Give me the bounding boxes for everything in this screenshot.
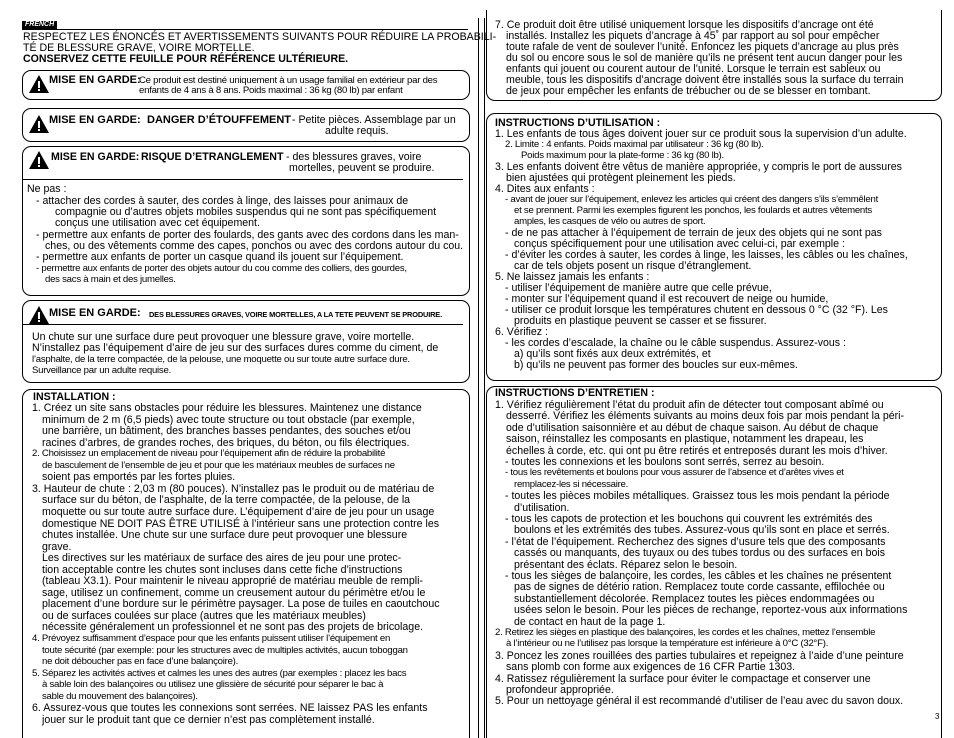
installation-line: sable du mouvement des balançoires). — [42, 690, 198, 702]
installation-line: 3. Hauteur de chute : 2,03 m (80 pouces). N’installez pas le produit ou de matériau de — [32, 482, 435, 495]
warning3-body-4: - permettre aux enfants de porter des foulards, des gants avec des cordons dans les man- — [36, 229, 459, 241]
warning-icon — [29, 151, 49, 174]
warning-box-4 — [22, 300, 470, 383]
warning3-body-2: compagnie ou d’autres objets mobiles suspendus qui ne sont pas spécifiquement — [55, 206, 437, 218]
warning4-body-1: N’installez pas l’équipement d’aire de jeu sur des surfaces dures comme du ciment, de — [32, 342, 439, 354]
warning-title-2: DANGER D’ÉTOUFFEMENT — [147, 114, 292, 126]
maintenance-line: 3. Poncez les zones rouillées des parties tubulaires et repeignez à l’aide d’une peinture — [495, 649, 904, 662]
maintenance-line: remplacez-les si nécessaire. — [514, 478, 629, 490]
warning-title-4: DES BLESSURES GRAVES, VOIRE MORTELLES, A LA TETE PEUVENT SE PRODUIRE. — [149, 310, 442, 319]
installation-line: ou de surfaces coulées sur place (autres que les matériaux meubles) — [42, 609, 366, 622]
installation-line: de basculement de l’ensemble de jeu et pour que les matériaux meubles de surfaces ne — [42, 459, 395, 471]
page-number: 3 — [935, 712, 940, 721]
warning3-body-3: conçus une utilisation avec cet équipement. — [55, 217, 260, 229]
maintenance-line: substantiellement décolorée. Remplacez toutes les pièces endommagées ou — [514, 592, 875, 605]
warning-label-1: MISE EN GARDE: — [49, 74, 141, 86]
maintenance-line: 4. Ratissez régulièrement la surface pour éviter le compactage et conserver une — [495, 672, 871, 685]
warning-rule-4 — [23, 324, 463, 325]
maintenance-line: profondeur appropriée. — [506, 684, 614, 696]
usage-line: 2. Limite : 4 enfants. Poids maximal par utilisateur : 36 kg (80 lb). — [505, 139, 764, 150]
warning3-body-0: Ne pas : — [27, 183, 67, 195]
warning-label-3: MISE EN GARDE: — [51, 151, 140, 163]
warning-text-2a: - Petite pièces. Assemblage par un — [292, 114, 456, 126]
installation-line: moquette ou sur toute autre surface dure. L’équipement d’aire de jeu pour un usage — [42, 505, 435, 518]
usage-line: amples, les casques de vélo ou autres de sport. — [514, 216, 706, 227]
usage-line: b) qu’ils ne peuvent pas former des boucles sur eux-mêmes. — [514, 359, 798, 371]
maintenance-line: - tous les sièges de balançoire, les cordes, les câbles et les chaînes ne présentent — [505, 570, 892, 582]
maintenance-line: cassés ou manquants, des tuyaux ou des tubes tordus ou des surfaces en bois — [514, 547, 886, 560]
intro-line-1: RESPECTEZ LES ÉNONCÉS ET AVERTISSEMENTS SUIVANTS POUR RÉDUIRE LA PROBABILI- — [23, 31, 497, 43]
maintenance-line: à l’intérieur ou ne l’utilisez pas lorsque la température est inférieure à 0°C (32°F). — [506, 638, 829, 650]
installation-line: nécessite généralement un professionnel et ne sont pas des projets de bricolage. — [42, 621, 424, 634]
warning-title-3: RISQUE D’ETRANGLEMENT — [141, 151, 284, 163]
installation-line: jouer sur le produit tant que ce dernier n’est pas complètement installé. — [42, 713, 375, 726]
installation-line: placement d’une bordure sur le périmètre paysager. La pose de tuiles en caoutchouc — [42, 598, 440, 611]
installation-line: (tableau X3.1). Pour maintenir le niveau approprié de matériau meuble de rempli- — [42, 575, 423, 588]
warning3-body-1: - attacher des cordes à sauter, des cordes à linge, des laisses pour animaux de — [36, 195, 409, 207]
maintenance-line: usées selon le besoin. Pour les pièces de rechange, reportez-vous aux informations — [514, 604, 908, 617]
warning3-body-7: - permettre aux enfants de porter des objets autour du cou comme des colliers, des gourdes, — [36, 263, 407, 274]
usage-line: - de ne pas attacher à l’équipement de terrain de jeux des objets qui ne sont pas — [505, 227, 882, 239]
maintenance-line: de contact en haut de la page 1. — [514, 615, 666, 628]
maintenance-line: présentant des éclats. Réparez selon le besoin. — [514, 558, 738, 571]
usage-line: 3. Les enfants doivent être vêtus de manière appropriée, y compris le port de aussures — [495, 161, 902, 173]
usage-line: produits en plastique peuvent se casser et se fissurer. — [514, 315, 767, 327]
maintenance-line: - toutes les pièces mobiles métalliques. Graissez tous les mois pendant la période — [505, 490, 890, 503]
usage-line: a) qu’ils sont fixés aux deux extrémités, et — [514, 348, 711, 360]
installation-line: chutes installée. Une chute sur une surface dure peut provoquer une blessure — [42, 529, 408, 542]
item7-line: toute rafale de vent de soulever l’unité. Enfoncez les piquets d’ancrage au plus près — [506, 41, 899, 53]
column-divider-2 — [484, 18, 485, 738]
maintenance-line: 2. Retirez les sièges en plastique des balançoires, les cordes et les chaînes, mettez l’ensemble — [495, 627, 876, 638]
usage-line: conçus spécifiquement pour une utilisation avec celui-ci, par exemple : — [514, 238, 845, 250]
maintenance-line: pas de signes de détério ration. Remplacez toute corde cassante, effilochée ou — [514, 581, 885, 594]
warning-text-3b: mortelles, peuvent se produire. — [289, 162, 435, 174]
warning-label-4: MISE EN GARDE: — [49, 307, 141, 319]
warning-text-1a: Ce produit est destiné uniquement à un usage familial en extérieur par des — [139, 75, 438, 86]
installation-heading: INSTALLATION : — [33, 391, 116, 403]
maintenance-line: 5. Pour un nettoyage général il est recommandé d’utiliser de l’eau avec du savon doux. — [495, 695, 904, 708]
installation-line: domestique NE DOIT PAS ÊTRE UTILISÉ à l’intérieur sans une protection contre les — [42, 517, 440, 530]
maintenance-line: - tous les capots de protection et les bouchons qui couvrent les extrémités des — [505, 513, 873, 525]
warning-icon — [29, 306, 49, 329]
installation-line: 2. Choisissez un emplacement de niveau pour l’équipement afin de réduire la probabilité — [32, 448, 386, 460]
usage-line: - avant de jouer sur l’équipement, enlevez les articles qui créent des dangers s’ils s’emmêlent — [505, 194, 878, 205]
maintenance-line: échelles à corde, etc. qui ont pu être retirés et entreposés durant les mois d’hiver. — [506, 444, 888, 457]
maintenance-line: sans plomb con forme aux exigences de 16 CFR Partie 1303. — [506, 661, 796, 674]
installation-line: 5. Séparez les activités actives et calmes les unes des autres (par exemples : placez les bacs — [32, 667, 407, 679]
usage-line: 4. Dites aux enfants : — [495, 183, 595, 195]
installation-line: 1. Créez un site sans obstacles pour réduire les blessures. Maintenez une distance — [32, 402, 422, 414]
installation-line: 6. Assurez-vous que toutes les connexions sont serrées. NE laissez PAS les enfants — [32, 702, 428, 715]
installation-line: surface sur du béton, de l’asphalte, de la terre compactée, de la pelouse, de la — [42, 494, 411, 507]
maintenance-line: d’utilisation. — [514, 501, 570, 514]
usage-line: - utiliser ce produit lorsque les températures chutent en dessous 0 °C (32 °F). Les — [505, 304, 888, 316]
intro-line-2: TÉ DE BLESSURE GRAVE, VOIRE MORTELLE. — [23, 42, 255, 54]
installation-line: soient pas emportés par les fortes pluies. — [42, 471, 236, 484]
usage-line: - monter sur l’équipement quand il est recouvert de neige ou humide, — [505, 293, 829, 305]
installation-line: à sable loin des balançoires ou utilisez une glissière de sécurité pour séparer le bac à — [42, 679, 384, 691]
usage-line: 1. Les enfants de tous âges doivent jouer sur ce produit sous la supervision d’un adulte. — [495, 128, 907, 140]
maintenance-line: - tous les revêtements et boulons pour vous assurer de l’absence et d’arêtes vives et — [505, 467, 844, 479]
item7-line: meuble, tous les dispositifs d’ancrage doivent être installés sous la surface du terrain — [506, 74, 904, 86]
installation-line: toute sécurité (par exemple: pour les structures avec de multiples activités, aucun toboggan — [42, 644, 408, 656]
warning-text-3a: - des blessures graves, voire — [286, 151, 422, 163]
usage-line: bien ajustées qui protègent pleinement les pieds. — [506, 172, 736, 184]
warning-rule-3 — [23, 179, 463, 180]
maintenance-line: ode d’utilisation saisonnière et au début de chaque saison. Au début de chaque — [506, 421, 879, 434]
item7-line: installés. Installez les piquets d’ancrage à 45˚ par rapport au sol pour empêcher — [506, 30, 880, 42]
warning-label-2: MISE EN GARDE: — [49, 114, 141, 126]
usage-line: - utiliser l’équipement de manière autre que celle prévue, — [505, 282, 772, 294]
maintenance-line: desserré. Vérifiez les éléments suivants au moins deux fois par mois pendant la péri- — [506, 410, 905, 423]
column-divider — [478, 18, 479, 738]
usage-line: 6. Vérifiez : — [495, 326, 548, 338]
item7-line: enfants qui jouent ou courent autour de l’unité. Lorsque le terrain est sableux ou — [506, 63, 881, 75]
installation-line: tion acceptable contre les chutes sont incluses dans cette fiche d’instructions — [42, 563, 403, 576]
maintenance-line: - l’état de l’équipement. Recherchez des signes d’usure tels que des composants — [505, 535, 886, 548]
maintenance-heading: INSTRUCTIONS D’ENTRETIEN : — [495, 387, 655, 399]
installation-line: 4. Prévoyez suffisamment d’espace pour que les enfants puissent utiliser l’équipement en — [32, 633, 391, 644]
warning-text-2b: adulte requis. — [325, 125, 389, 137]
maintenance-line: 1. Vérifiez régulièrement l’état du produit afin de détecter tout composant abîmé ou — [495, 399, 884, 411]
header-rule — [22, 29, 468, 30]
warning-box-3 — [22, 146, 470, 296]
maintenance-line: saison, réinstallez les composants en plastique, notamment les drapeau, les — [506, 433, 864, 446]
warning-text-1b: enfants de 4 ans à 8 ans. Poids maximal : 36 kg (80 lb) par enfant — [139, 85, 403, 96]
usage-line: et se prennent. Parmi les exemples figurent les ponchos, les foulards et autres vêtements — [514, 205, 872, 216]
installation-line: minimum de 2 m (6,5 pieds) avec toute structure ou tout obstacle (par exemple, — [42, 413, 415, 426]
warning-icon — [29, 115, 49, 138]
item7-line: 7. Ce produit doit être utilisé uniquement lorsque les dispositifs d’ancrage ont été — [495, 19, 874, 31]
installation-line: racines d’arbres, de grandes roches, des briques, du béton, ou fils électriques. — [42, 436, 410, 449]
warning4-body-0: Un chute sur une surface dure peut provoquer une blessure grave, voire mortelle. — [32, 331, 415, 343]
intro-keep: CONSERVEZ CETTE FEUILLE POUR RÉFÉRENCE ULTÉRIEURE. — [23, 53, 349, 65]
item7-line: du sol ou encore sous le sol de manière qu’ils ne présent tent aucun danger pour les — [506, 52, 903, 64]
usage-line: Poids maximum pour la plate-forme : 36 kg (80 lb). — [521, 150, 724, 161]
warning-icon — [29, 75, 49, 98]
maintenance-line: boulons et les extrémités des tubes. Assurez-vous qu’ils sont en place et serrés. — [514, 524, 890, 537]
usage-line: - les cordes d’escalade, la chaîne ou le câble suspendus. Assurez-vous : — [505, 337, 846, 349]
warning4-body-2: l’asphalte, de la terre compactée, de la pelouse, une moquette ou sur toute autre surface dure. — [32, 354, 410, 365]
warning3-body-5: ches, ou des vêtements comme des capes, ponchos ou avec des cordons autour du cou. — [45, 240, 464, 252]
installation-line: ne doit déboucher pas en face d’une balançoire). — [42, 656, 239, 668]
maintenance-line: - toutes les connexions et les boulons sont serrés, serrez au besoin. — [505, 456, 825, 468]
usage-line: - d’éviter les cordes à sauter, les cordes à linge, les laisses, les câbles ou les chaînes, — [505, 249, 908, 261]
usage-heading: INSTRUCTIONS D’UTILISATION : — [495, 117, 661, 129]
item7-line: de jeux pour empêcher les enfants de trébucher ou de se blesser en tombant. — [506, 85, 871, 97]
language-tag: FRENCH — [22, 21, 57, 29]
warning-box-1 — [22, 70, 470, 100]
warning4-body-3: Surveillance par un adulte requise. — [32, 365, 171, 376]
usage-line: 5. Ne laissez jamais les enfants : — [495, 271, 650, 283]
installation-line: Les directives sur les matériaux de surface des aires de jeu pour une protec- — [42, 552, 402, 565]
installation-line: une barrière, un bâtiment, des branches basses pendantes, des souches et/ou — [42, 425, 411, 438]
warning-box-2 — [22, 108, 470, 142]
warning3-body-8: des sacs à main et des jumelles. — [45, 274, 176, 285]
usage-line: car de tels objets posent un risque d’étranglement. — [514, 260, 752, 272]
installation-line: sage, utilisez un confinement, comme un creusement autour du périmètre et/ou le — [42, 586, 426, 599]
warning3-body-6: - permettre aux enfants de porter un casque quand ils jouent sur l’équipement. — [36, 251, 404, 263]
installation-line: grave. — [42, 540, 72, 553]
